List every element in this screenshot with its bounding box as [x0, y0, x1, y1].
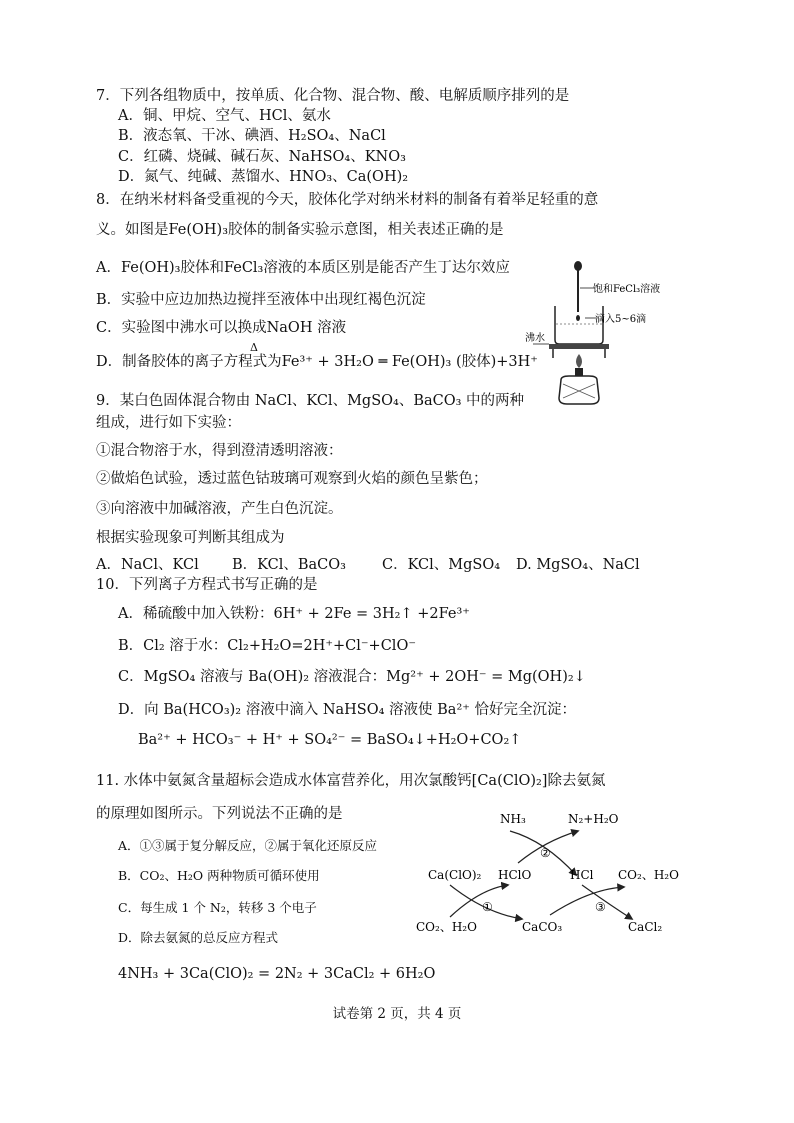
label-n2-h2o: N₂+H₂O [568, 812, 619, 826]
q11-stem-line2: 的原理如图所示。下列说法不正确的是 [96, 806, 343, 822]
q8-stem-line2: 义。如图是Fe(OH)₃胶体的制备实验示意图，相关表述正确的是 [96, 222, 504, 238]
label-step-2: ② [540, 846, 551, 860]
arrow-hcl-to-cacl2 [582, 885, 632, 919]
q7-option-a: A．铜、甲烷、空气、HCl、氨水 [118, 108, 331, 124]
q11-option-c: C．每生成 1 个 N₂，转移 3 个电子 [118, 900, 317, 915]
q9-step-1: ①混合物溶于水，得到澄清透明溶液： [96, 443, 343, 459]
label-co2-h2o-right: CO₂、H₂O [618, 868, 679, 882]
q10-option-b: B．Cl₂ 溶于水：Cl₂+H₂O=2H⁺+Cl⁻+ClO⁻ [118, 638, 416, 654]
water-label: 沸水 [525, 333, 545, 344]
q10-option-a: A．稀硫酸中加入铁粉：6H⁺ + 2Fe = 3H₂↑ +2Fe³⁺ [118, 606, 470, 622]
reaction-cycle-diagram [410, 805, 690, 940]
q8-option-c: C．实验图中沸水可以换成NaOH 溶液 [96, 320, 347, 336]
label-hcl: HCl [570, 868, 594, 882]
label-step-1: ① [482, 900, 493, 914]
q9-option-d: D. MgSO₄、NaCl [516, 557, 640, 573]
dropper-icon [574, 261, 582, 321]
q9-stem-line2: 组成，进行如下实验： [96, 415, 241, 431]
q11-option-b: B．CO₂、H₂O 两种物质可循环使用 [118, 868, 320, 883]
q10-option-c: C．MgSO₄ 溶液与 Ba(OH)₂ 溶液混合：Mg²⁺ + 2OH⁻ = Mg(OH)₂↓ [118, 669, 586, 685]
q10-option-d: D．向 Ba(HCO₃)₂ 溶液中滴入 NaHSO₄ 溶液使 Ba²⁺ 恰好完全沉淀： [118, 702, 577, 718]
q9-step-2: ②做焰色试验，透过蓝色钴玻璃可观察到火焰的颜色呈紫色； [96, 471, 488, 487]
arrow-co2-to-hclo [450, 885, 508, 917]
page-footer: 试卷第 2 页，共 4 页 [332, 1006, 462, 1022]
label-step-3: ③ [595, 900, 606, 914]
q11-option-a: A．①③属于复分解反应，②属于氧化还原反应 [118, 838, 378, 853]
q9-step-3: ③向溶液中加碱溶液，产生白色沉淀。 [96, 501, 343, 517]
q10-stem: 10．下列离子方程式书写正确的是 [96, 577, 318, 593]
q11-stem-line1: 11. 水体中氨氮含量超标会造成水体富营养化，用次氯酸钙[Ca(ClO)₂]除去氨氮 [96, 773, 606, 789]
q7-stem: 7．下列各组物质中，按单质、化合物、混合物、酸、电解质顺序排列的是 [96, 88, 570, 104]
q7-option-c: C．红磷、烧碱、碱石灰、NaHSO₄、KNO₃ [118, 149, 406, 165]
q9-option-c: C．KCl、MgSO₄ [382, 557, 501, 573]
q8-option-d: D．制备胶体的离子方程式为Fe³⁺ + 3H₂O ═ Fe(OH)₃ (胶体)+3H⁺ [96, 354, 538, 370]
q9-conclusion: 根据实验现象可判断其组成为 [96, 530, 285, 546]
arrow-caco3-to-co2 [550, 887, 624, 915]
label-nh3: NH₃ [500, 812, 526, 826]
q10-d-equation: Ba²⁺ + HCO₃⁻ + H⁺ + SO₄²⁻ = BaSO₄↓+H₂O+CO₂↑ [138, 732, 522, 748]
dropper-label: 饱和FeCl₃溶液 [593, 284, 661, 295]
q8-stem-line1: 8．在纳米材料备受重视的今天，胶体化学对纳米材料的制备有着举足轻重的意 [96, 192, 599, 208]
colloid-apparatus-figure [525, 258, 695, 408]
label-cacl2: CaCl₂ [628, 920, 663, 934]
q8-option-a: A．Fe(OH)₃胶体和FeCl₃溶液的本质区别是能否产生丁达尔效应 [96, 260, 510, 276]
label-hclo: HClO [498, 868, 532, 882]
q11-option-d: D．除去氨氮的总反应方程式 [118, 930, 279, 945]
label-co2-h2o-left: CO₂、H₂O [416, 920, 477, 934]
q9-option-b: B．KCl、BaCO₃ [232, 557, 346, 573]
q8-option-b: B．实验中应边加热边搅拌至液体中出现红褐色沉淀 [96, 292, 426, 308]
label-caco3: CaCO₃ [522, 920, 563, 934]
q11-d-equation: 4NH₃ + 3Ca(ClO)₂ = 2N₂ + 3CaCl₂ + 6H₂O [118, 966, 436, 982]
q7-option-d: D．氮气、纯碱、蒸馏水、HNO₃、Ca(OH)₂ [118, 169, 409, 185]
drops-label: 滴入5~6滴 [595, 314, 647, 325]
q8-delta: Δ [250, 341, 258, 354]
q7-option-b: B．液态氧、干冰、碘酒、H₂SO₄、NaCl [118, 128, 386, 144]
alcohol-lamp-icon [559, 354, 599, 404]
label-caclo2: Ca(ClO)₂ [428, 868, 482, 882]
q9-stem-line1: 9．某白色固体混合物由 NaCl、KCl、MgSO₄、BaCO₃ 中的两种 [96, 393, 525, 409]
q9-option-a: A．NaCl、KCl [96, 557, 199, 573]
